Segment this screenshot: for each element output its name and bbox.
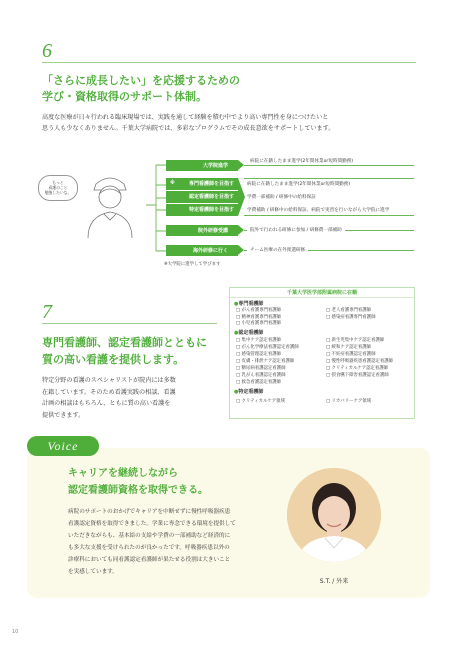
cert-item-text: 乳がん看護認定看護師 [241, 373, 286, 378]
cert-item: □ 救急看護認定看護師 [236, 380, 282, 385]
cert-item: □ 緩和ケア認定看護師 [326, 345, 372, 350]
cert-item-text: 糖尿病看護認定看護師 [241, 366, 286, 371]
voice-body-line: 病院のサポートのおかげでキャリアを中断せずに慢性呼吸器疾患 [68, 509, 231, 515]
category-label: 認定看護師 [238, 330, 264, 336]
cert-item: □ 不妊症看護認定看護師 [326, 352, 376, 357]
person-portrait-icon [287, 468, 381, 562]
cert-item: □ 感染管理認定看護師 [236, 352, 282, 357]
footnote: ※大学院に進学して学びます [164, 262, 221, 267]
category-label: 専門看護師 [238, 301, 264, 307]
section-6-heading-line1: 「さらに成長したい」を応援するための [42, 74, 240, 87]
bar-external-training [166, 225, 238, 236]
body-line: 特定分野の看護のスペシャリストが院内には多数 [42, 377, 176, 384]
bar-group-divider [166, 190, 238, 191]
voice-heading-line2: 認定看護師資格を取得できる。 [68, 485, 208, 496]
cert-item-text: 感染症看護専門看護師 [331, 314, 376, 320]
voice-body-line: を実感しています。 [68, 569, 118, 575]
cert-item: □ 糖尿病看護認定看護師 [236, 366, 286, 371]
certified-right-list [326, 337, 393, 379]
section-7-body [42, 375, 176, 421]
cert-item: □ リカバリーケア領域 [326, 399, 372, 404]
cert-item: □ 老人看護専門看護師 [326, 308, 372, 313]
connector-bracket [146, 160, 168, 258]
cert-item-text: 精神看護専門看護師 [241, 314, 282, 320]
bar-label-specialist: 専門看護師を目指す [188, 181, 234, 187]
bar-desc-specific: 学費補助 / 研修中の給料保証、病院で実習を行いながら大学院に進学 [247, 208, 390, 213]
category-label: 特定看護師 [238, 389, 264, 395]
cert-item: □ 新生児集中ケア認定看護師 [326, 338, 385, 343]
cert-item: □ クリティカルケア領域 [236, 399, 285, 404]
cert-item: □ 精神看護専門看護師 [236, 314, 282, 320]
voice-body-line: 看護認定資格を取得できました。学業に専念できる環境を提供して [68, 521, 236, 527]
certification-box-title: 千葉大学医学部附属病院に在籍 [230, 288, 414, 298]
category-certified: ●認定看護師 [234, 330, 264, 336]
specialist-right-list [326, 308, 375, 321]
voice-name: S.T. / 外来 [319, 578, 349, 585]
bar-desc-certified: 学費一部補助 / 研修中の給料保証 [247, 195, 316, 200]
bar-label: 海外研修に行く [192, 248, 228, 254]
bubble-line-2: 看護のこと [48, 185, 68, 190]
body-line: 計画の相談はもちろん、ともに質の高い看護を [42, 400, 171, 407]
section-7-rule [42, 323, 217, 324]
cert-item-text: クリティカルケア領域 [241, 399, 285, 404]
category-specialist: ●専門看護師 [234, 301, 264, 307]
voice-heading-line1: キャリアを継続しながら [68, 468, 178, 479]
section-6-number: 6 [42, 40, 52, 62]
thought-bubble [38, 175, 78, 201]
bubble-line-1: もっと [52, 180, 64, 185]
section-7-number: 7 [42, 301, 52, 323]
specialist-left-list [236, 308, 281, 328]
cert-item-text: クリティカルケア認定看護師 [331, 366, 389, 371]
voice-body-line: 診療科においても同看護認定看護師が果たせる役割は大きいこと [68, 557, 231, 563]
cert-item: □ 皮膚・排泄ケア認定看護師 [236, 359, 295, 364]
cert-item-text: 老人看護専門看護師 [331, 308, 372, 313]
body-line: 提供できます。 [42, 411, 85, 419]
footnote-mark: ※ [170, 180, 175, 186]
bar-desc-graduate: 病院に在籍したまま進学(2年間休業or短時間勤務) [247, 158, 356, 164]
bar-overseas-training [166, 245, 238, 256]
cert-item-text: 感染管理認定看護師 [241, 352, 282, 357]
cert-item-text: がん化学療法看護認定看護師 [241, 345, 299, 350]
cert-item-text: 新生児集中ケア認定看護師 [331, 338, 385, 343]
section-7-heading [42, 334, 207, 368]
category-specific: ●特定看護師 [234, 389, 264, 395]
bubble-line-3: 勉強したいな。 [44, 190, 72, 195]
bar-label: 院外研修受講 [197, 228, 228, 234]
cert-item-text: がん看護専門看護師 [241, 308, 282, 313]
body-line: 在籍しています。そのため看護実践の相談、看護 [42, 388, 176, 396]
voice-tab: Voice [27, 436, 99, 456]
voice-body [68, 506, 236, 578]
portrait-photo [287, 468, 381, 562]
section-7-heading-line2: 質の高い看護を提供します。 [42, 353, 185, 366]
bar-label-specific: 特定看護師を目指す [188, 207, 234, 213]
cert-item: □ がん化学療法看護認定看護師 [236, 345, 299, 350]
voice-body-line: も多大な支援を受けられたのが良かったです。呼吸器疾患以外の [68, 545, 230, 551]
cert-item: □ 感染症看護専門看護師 [326, 314, 376, 320]
page-number: 10 [12, 629, 19, 635]
nurse-illustration-icon [74, 170, 146, 242]
cert-item: □ がん看護専門看護師 [236, 308, 282, 313]
cert-item: □ 集中ケア認定看護師 [236, 338, 282, 343]
section-6-heading [42, 73, 240, 105]
cert-item-text: 緩和ケア認定看護師 [331, 345, 372, 350]
bar-label-certified: 認定看護師を目指す [188, 194, 234, 200]
section-6-body [42, 112, 334, 134]
desc-rule [244, 165, 414, 166]
cert-item-text: 集中ケア認定看護師 [241, 338, 282, 343]
cert-item-text: 慢性呼吸器疾患看護認定看護師 [331, 359, 394, 364]
cert-item: □ クリティカルケア認定看護師 [326, 366, 389, 371]
cert-item-text: 皮膚・排泄ケア認定看護師 [241, 359, 295, 364]
bar-label: 大学院進学 [202, 163, 228, 169]
cert-item-text: 摂食嚥下障害看護認定看護師 [331, 373, 389, 378]
bar-group-divider [166, 203, 238, 204]
cert-item: □ 乳がん看護認定看護師 [236, 373, 286, 378]
voice-heading [68, 465, 208, 499]
bar-desc-external: 院外で行われる研修に参加 / 研修費一部補助 [247, 227, 345, 233]
section-6-heading-line2: 学び・資格取得のサポート体制。 [42, 90, 207, 103]
bar-graduate-school [166, 160, 238, 171]
certification-box [229, 287, 415, 419]
section-6-body-line2: 思う人も少なくありません。千葉大学病院では、多彩なプログラムでその成長意欲をサポートしています。 [42, 125, 335, 132]
cert-item: □ 慢性呼吸器疾患看護認定看護師 [326, 359, 394, 364]
section-6-rule [42, 62, 416, 63]
cert-item: □ 小児看護専門看護師 [236, 321, 282, 326]
cert-item-text: 小児看護専門看護師 [241, 321, 282, 326]
section-7-heading-line1: 専門看護師、認定看護師とともに [42, 336, 207, 349]
bar-desc-overseas: チーム医療の在外派遣研修 [247, 247, 308, 253]
cert-item-text: リカバリーケア領域 [331, 399, 372, 404]
bar-desc-specialist: 病院に在籍したまま進学(2年間休業or短時間勤務) [247, 182, 351, 187]
certified-left-list [236, 337, 299, 386]
cert-item: □ 摂食嚥下障害看護認定看護師 [326, 373, 389, 378]
section-6-body-line1: 高度な医療が日々行われる臨床現場では、実践を通して経験を積む中でより高い専門性を身につけたいと [42, 114, 329, 121]
voice-body-line: いただきながらも、基本給の支給や学費の一部補助など経済的に [68, 533, 231, 539]
cert-item-text: 不妊症看護認定看護師 [331, 352, 376, 357]
cert-item-text: 救急看護認定看護師 [241, 380, 282, 385]
